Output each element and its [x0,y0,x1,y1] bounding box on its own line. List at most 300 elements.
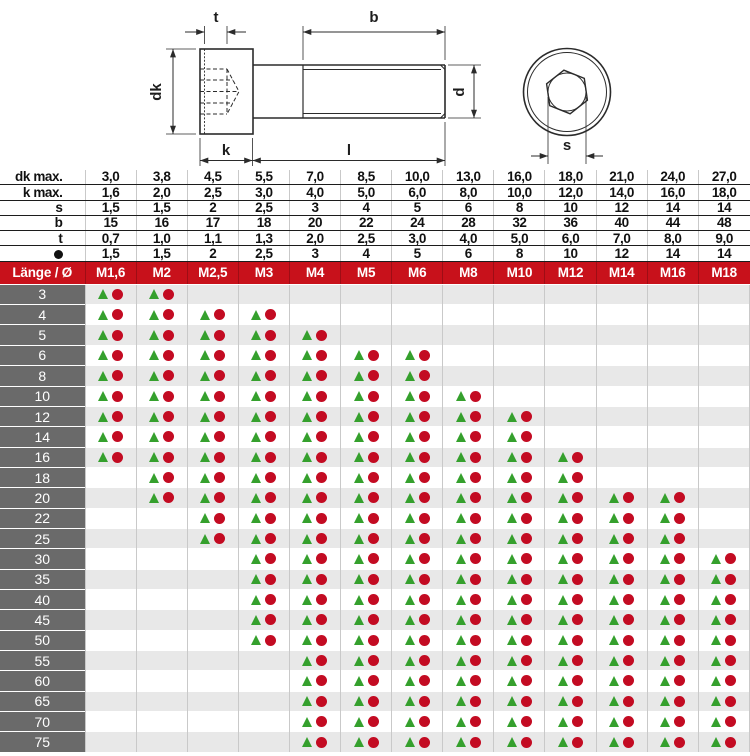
availability-cell [443,508,494,528]
triangle-marker-icon [251,595,261,605]
triangle-marker-icon [354,615,364,625]
availability-cell [85,650,136,670]
dim-label-d: d [451,87,468,97]
availability-markers [699,712,749,731]
availability-cell [596,712,647,732]
length-label: 70 [0,712,85,732]
triangle-marker-icon [507,513,517,523]
circle-marker-icon [368,675,379,686]
matrix-header-cell: M6 [392,261,443,284]
availability-markers [443,407,493,426]
availability-cell [443,712,494,732]
triangle-marker-icon [149,330,159,340]
spec-value: 5,0 [494,231,545,246]
triangle-marker-icon [302,330,312,340]
circle-marker-icon [368,594,379,605]
availability-markers [597,509,647,528]
availability-cell [136,508,187,528]
availability-cell [647,610,698,630]
availability-cell [596,325,647,345]
circle-marker-icon [674,594,685,605]
circle-marker-icon [419,452,430,463]
spec-value: 15 [85,215,136,230]
availability-cell [238,467,289,487]
availability-markers [341,692,391,711]
circle-marker-icon [368,492,379,503]
triangle-marker-icon [660,676,670,686]
availability-cell [647,712,698,732]
circle-marker-icon [419,635,430,646]
circle-marker-icon [623,574,634,585]
availability-cell [494,305,545,325]
availability-cell [238,528,289,548]
availability-cell [341,528,392,548]
spec-row-label: b [0,215,85,230]
triangle-marker-icon [251,330,261,340]
spec-value: 5,5 [238,170,289,185]
spec-value: 17 [187,215,238,230]
spec-value: 5 [392,246,443,261]
circle-marker-icon [674,737,685,748]
circle-marker-icon [368,635,379,646]
availability-cell [187,427,238,447]
matrix-row-12 [0,406,750,426]
availability-markers [494,488,544,507]
availability-markers [341,448,391,467]
availability-markers [597,692,647,711]
availability-cell [647,528,698,548]
availability-cell [698,549,749,569]
availability-markers [443,427,493,446]
availability-markers [239,448,289,467]
length-label: 50 [0,630,85,650]
availability-cell [341,508,392,528]
circle-marker-icon [725,675,736,686]
availability-cell [443,366,494,386]
availability-markers [392,590,442,609]
availability-markers [443,712,493,731]
availability-cell [443,467,494,487]
availability-cell [341,589,392,609]
triangle-marker-icon [200,391,210,401]
circle-marker-icon [316,655,327,666]
availability-markers [239,468,289,487]
availability-markers [341,570,391,589]
circle-marker-icon [265,411,276,422]
triangle-marker-icon [354,595,364,605]
availability-cell [698,691,749,711]
circle-marker-icon [214,513,225,524]
availability-cell [596,528,647,548]
availability-markers [239,610,289,629]
triangle-marker-icon [558,615,568,625]
spec-value: 10 [545,200,596,215]
length-label: 6 [0,345,85,365]
circle-marker-icon [470,594,481,605]
availability-markers [597,671,647,690]
availability-markers [137,488,187,507]
availability-cell [443,610,494,630]
availability-markers [443,488,493,507]
availability-cell [341,712,392,732]
availability-markers [290,509,340,528]
spec-value: 7,0 [596,231,647,246]
availability-cell [289,610,340,630]
circle-marker-icon [623,594,634,605]
availability-cell [238,610,289,630]
availability-cell [545,386,596,406]
availability-markers [494,468,544,487]
availability-markers [239,488,289,507]
availability-cell [647,650,698,670]
dimension-lines [166,26,603,166]
spec-value: 28 [443,215,494,230]
matrix-row-10 [0,386,750,406]
availability-cell [136,589,187,609]
availability-markers [699,549,749,568]
triangle-marker-icon [456,513,466,523]
availability-markers [239,305,289,324]
circle-marker-icon [623,614,634,625]
availability-cell [545,569,596,589]
availability-cell [494,467,545,487]
availability-cell [289,691,340,711]
circle-marker-icon [725,737,736,748]
availability-markers [648,651,698,670]
triangle-marker-icon [456,676,466,686]
availability-markers [290,610,340,629]
spec-value: 3,0 [392,231,443,246]
spec-value: 2,5 [341,231,392,246]
triangle-marker-icon [98,412,108,422]
spec-value: 27,0 [698,170,749,185]
availability-markers [341,509,391,528]
availability-cell [289,650,340,670]
availability-cell [289,712,340,732]
availability-cell [494,406,545,426]
matrix-row-75 [0,732,750,752]
circle-marker-icon [572,533,583,544]
circle-marker-icon [623,655,634,666]
availability-markers [137,366,187,385]
availability-markers [443,549,493,568]
triangle-marker-icon [200,330,210,340]
triangle-marker-icon [149,412,159,422]
availability-cell [136,549,187,569]
availability-cell [341,345,392,365]
triangle-marker-icon [609,513,619,523]
circle-marker-icon [521,472,532,483]
availability-markers [597,570,647,589]
circle-marker-icon [316,431,327,442]
circle-marker-icon [316,574,327,585]
triangle-marker-icon [251,371,261,381]
availability-cell [443,488,494,508]
availability-cell [443,732,494,752]
triangle-marker-icon [149,350,159,360]
matrix-header-cell: M14 [596,261,647,284]
spec-value: 12 [596,246,647,261]
availability-markers [239,570,289,589]
spec-value: 16 [136,215,187,230]
availability-cell [341,284,392,304]
circle-marker-icon [214,330,225,341]
triangle-marker-icon [660,656,670,666]
circle-marker-icon [572,635,583,646]
availability-cell [341,549,392,569]
availability-cell [289,345,340,365]
triangle-marker-icon [558,737,568,747]
triangle-marker-icon [711,676,721,686]
availability-markers [341,549,391,568]
spec-row-label: k max. [0,185,85,200]
triangle-marker-icon [405,432,415,442]
availability-markers [239,325,289,344]
triangle-marker-icon [354,350,364,360]
availability-cell [698,386,749,406]
availability-cell [238,732,289,752]
availability-cell [238,630,289,650]
matrix-header-cell: M2 [136,261,187,284]
availability-cell [494,712,545,732]
spec-value: 2 [187,246,238,261]
dim-label-t: t [213,9,219,26]
availability-markers [188,448,238,467]
length-label: 35 [0,569,85,589]
triangle-marker-icon [251,412,261,422]
availability-cell [187,712,238,732]
circle-marker-icon [419,696,430,707]
circle-marker-icon [521,574,532,585]
circle-marker-icon [725,635,736,646]
availability-markers [341,468,391,487]
circle-marker-icon [368,391,379,402]
spec-row-t [0,231,750,246]
triangle-marker-icon [507,615,517,625]
circle-marker-icon [674,675,685,686]
availability-cell [647,732,698,752]
availability-cell [85,305,136,325]
availability-markers [341,346,391,365]
circle-marker-icon [112,350,123,361]
availability-markers [341,631,391,650]
availability-markers [188,529,238,548]
availability-cell [392,528,443,548]
availability-cell [187,569,238,589]
matrix-row-14 [0,427,750,447]
availability-markers [494,631,544,650]
matrix-row-40 [0,589,750,609]
availability-cell [596,406,647,426]
availability-markers [86,325,136,344]
availability-cell [238,284,289,304]
availability-markers [86,448,136,467]
availability-cell [341,610,392,630]
circle-marker-icon [316,716,327,727]
triangle-marker-icon [609,574,619,584]
matrix-header-row [0,261,750,284]
availability-markers [290,448,340,467]
circle-marker-icon [572,553,583,564]
triangle-marker-icon [660,513,670,523]
triangle-marker-icon [251,574,261,584]
triangle-marker-icon [405,676,415,686]
circle-marker-icon [265,309,276,320]
triangle-marker-icon [456,635,466,645]
availability-markers [290,692,340,711]
circle-marker-icon [572,696,583,707]
triangle-marker-icon [200,371,210,381]
availability-cell [392,406,443,426]
triangle-marker-icon [507,534,517,544]
availability-markers [137,427,187,446]
circle-marker-icon [265,350,276,361]
availability-cell [545,671,596,691]
circle-marker-icon [470,737,481,748]
spec-value: 36 [545,215,596,230]
triangle-marker-icon [251,452,261,462]
availability-cell [596,569,647,589]
circle-marker-icon [265,370,276,381]
availability-markers [290,488,340,507]
availability-markers [392,468,442,487]
availability-cell [341,732,392,752]
availability-cell [596,366,647,386]
triangle-marker-icon [98,371,108,381]
availability-markers [290,631,340,650]
circle-marker-icon [623,737,634,748]
availability-cell [443,447,494,467]
availability-cell [443,589,494,609]
availability-markers [648,610,698,629]
availability-cell [238,671,289,691]
triangle-marker-icon [660,615,670,625]
availability-markers [699,570,749,589]
circle-marker-icon [368,472,379,483]
triangle-marker-icon [98,289,108,299]
triangle-marker-icon [405,615,415,625]
circle-marker-icon [214,452,225,463]
circle-marker-icon [521,655,532,666]
availability-cell [596,345,647,365]
triangle-marker-icon [251,310,261,320]
availability-cell [494,284,545,304]
availability-markers [494,549,544,568]
triangle-marker-icon [405,696,415,706]
triangle-marker-icon [609,595,619,605]
availability-cell [85,427,136,447]
circle-marker-icon [265,594,276,605]
availability-cell [545,691,596,711]
triangle-marker-icon [558,676,568,686]
availability-markers [392,732,442,751]
availability-cell [494,427,545,447]
availability-cell [238,386,289,406]
circle-marker-icon [368,737,379,748]
circle-marker-icon [572,492,583,503]
length-label: 3 [0,284,85,304]
spec-value: 1,5 [136,246,187,261]
triangle-marker-icon [507,656,517,666]
availability-cell [494,610,545,630]
availability-markers [443,610,493,629]
availability-cell [341,305,392,325]
circle-marker-icon [521,553,532,564]
availability-markers [137,285,187,304]
triangle-marker-icon [354,656,364,666]
availability-cell [392,569,443,589]
triangle-marker-icon [507,696,517,706]
availability-markers [239,366,289,385]
circle-marker-icon [623,492,634,503]
availability-markers [648,732,698,751]
availability-markers [545,610,595,629]
availability-cell [545,406,596,426]
spec-value: 2,0 [289,231,340,246]
availability-cell [238,305,289,325]
circle-marker-icon [419,655,430,666]
availability-cell [698,284,749,304]
availability-markers [443,631,493,650]
circle-marker-icon [572,472,583,483]
availability-cell [341,325,392,345]
circle-marker-icon [368,716,379,727]
triangle-marker-icon [609,696,619,706]
availability-cell [596,732,647,752]
availability-cell [187,528,238,548]
circle-marker-icon [316,614,327,625]
circle-marker-icon [316,492,327,503]
circle-marker-icon [265,635,276,646]
triangle-marker-icon [149,473,159,483]
availability-cell [698,650,749,670]
matrix-body [0,284,750,751]
triangle-marker-icon [711,737,721,747]
circle-marker-icon [521,635,532,646]
triangle-marker-icon [405,452,415,462]
availability-markers [392,651,442,670]
circle-marker-icon [112,452,123,463]
triangle-marker-icon [558,635,568,645]
availability-markers [392,631,442,650]
triangle-marker-icon [609,737,619,747]
availability-markers [443,570,493,589]
matrix-header-cell: M16 [647,261,698,284]
triangle-marker-icon [456,554,466,564]
circle-marker-icon [521,737,532,748]
availability-cell [85,589,136,609]
triangle-marker-icon [507,676,517,686]
matrix-row-25 [0,528,750,548]
spec-value: 8 [494,246,545,261]
availability-cell [85,691,136,711]
length-label: 30 [0,549,85,569]
availability-cell [545,589,596,609]
availability-cell [136,447,187,467]
availability-cell [443,650,494,670]
circle-marker-icon [521,594,532,605]
availability-cell [392,671,443,691]
circle-marker-icon [265,391,276,402]
availability-markers [290,529,340,548]
triangle-marker-icon [302,676,312,686]
availability-cell [647,488,698,508]
length-label: 14 [0,427,85,447]
circle-marker-icon [163,411,174,422]
triangle-marker-icon [302,534,312,544]
triangle-marker-icon [251,534,261,544]
technical-drawing [0,0,750,170]
